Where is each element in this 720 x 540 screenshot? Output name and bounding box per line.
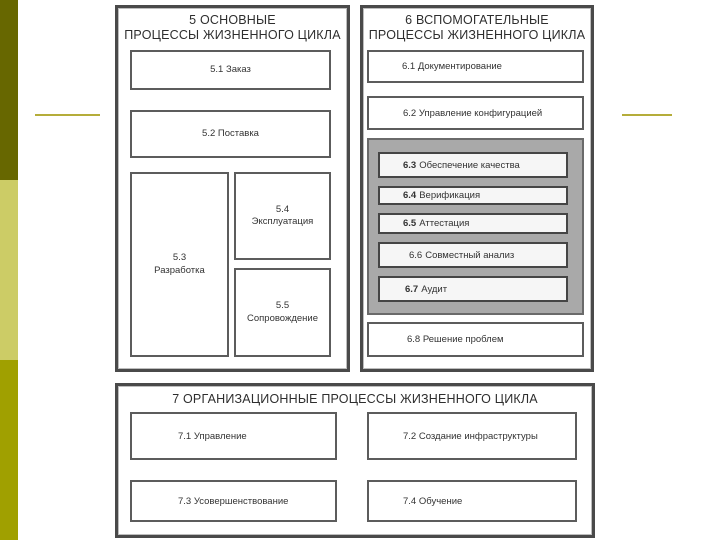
process-num: 6.3 — [403, 159, 417, 171]
process-configuration-management — [367, 96, 584, 130]
primary-title-line2: ПРОЦЕССЫ ЖИЗНЕННОГО ЦИКЛА — [124, 28, 341, 42]
process-operation — [234, 172, 331, 260]
organizational-processes-title — [118, 392, 592, 407]
process-label: Аудит — [421, 283, 448, 295]
process-training — [367, 480, 577, 522]
accent-line-left — [35, 114, 100, 116]
process-maintenance-label: Сопровождение — [247, 312, 318, 324]
process-improvement-label: 7.3 Усовершенствование — [178, 495, 289, 507]
process-configuration-label: 6.2 Управление конфигурацией — [403, 107, 543, 119]
process-acquisition — [130, 50, 331, 90]
process-num: 6.7 — [405, 283, 419, 295]
process-num: 6.5 — [403, 218, 417, 229]
organizational-processes-group — [115, 383, 595, 538]
process-operation-label: Эксплуатация — [251, 216, 314, 227]
quality-processes-panel — [367, 138, 584, 315]
process-supply-label: 5.2 Поставка — [202, 127, 259, 139]
process-problem-resolution-label: 6.8 Решение проблем — [407, 334, 504, 345]
primary-processes-group — [115, 5, 350, 372]
process-management — [130, 412, 337, 460]
process-quality-assurance — [378, 152, 568, 178]
process-label: Обеспечение качества — [419, 159, 520, 171]
process-infrastructure — [367, 412, 577, 460]
primary-processes-title — [118, 13, 347, 43]
process-joint-review — [378, 242, 568, 268]
process-label: Совместный анализ — [425, 249, 515, 261]
process-management-label: 7.1 Управление — [178, 430, 247, 442]
process-infrastructure-label: 7.2 Создание инфраструктуры — [403, 430, 538, 442]
process-supply — [130, 110, 331, 158]
organizational-title: 7 ОРГАНИЗАЦИОННЫЕ ПРОЦЕССЫ ЖИЗНЕННОГО ЦИКЛА — [172, 392, 538, 406]
process-validation — [378, 213, 568, 234]
process-maintenance — [234, 268, 331, 357]
process-audit — [378, 276, 568, 302]
process-development — [130, 172, 229, 357]
accent-line-right — [622, 114, 672, 116]
process-verification — [378, 186, 568, 205]
process-maintenance-num: 5.5 — [275, 300, 290, 311]
process-label: Верификация — [419, 190, 481, 201]
process-development-label: Разработка — [154, 264, 205, 276]
process-documentation — [367, 50, 584, 83]
process-operation-num: 5.4 — [275, 203, 290, 215]
supporting-title-line1: 6 ВСПОМОГАТЕЛЬНЫЕ — [405, 13, 549, 27]
process-label: Аттестация — [419, 218, 470, 229]
supporting-processes-title — [363, 13, 591, 43]
left-strip-middle — [0, 180, 18, 360]
primary-title-line1: 5 ОСНОВНЫЕ — [189, 13, 276, 27]
process-num: 6.6 — [409, 249, 423, 261]
process-documentation-label: 6.1 Документирование — [402, 61, 502, 72]
process-development-num: 5.3 — [172, 252, 187, 263]
process-training-label: 7.4 Обучение — [403, 495, 463, 507]
supporting-title-line2: ПРОЦЕССЫ ЖИЗНЕННОГО ЦИКЛА — [368, 28, 586, 42]
process-acquisition-label: 5.1 Заказ — [210, 63, 251, 75]
process-improvement — [130, 480, 337, 522]
process-problem-resolution — [367, 322, 584, 357]
supporting-processes-group — [360, 5, 594, 372]
left-strip-top — [0, 0, 18, 180]
process-num: 6.4 — [403, 190, 417, 201]
left-strip-bottom — [0, 360, 18, 540]
